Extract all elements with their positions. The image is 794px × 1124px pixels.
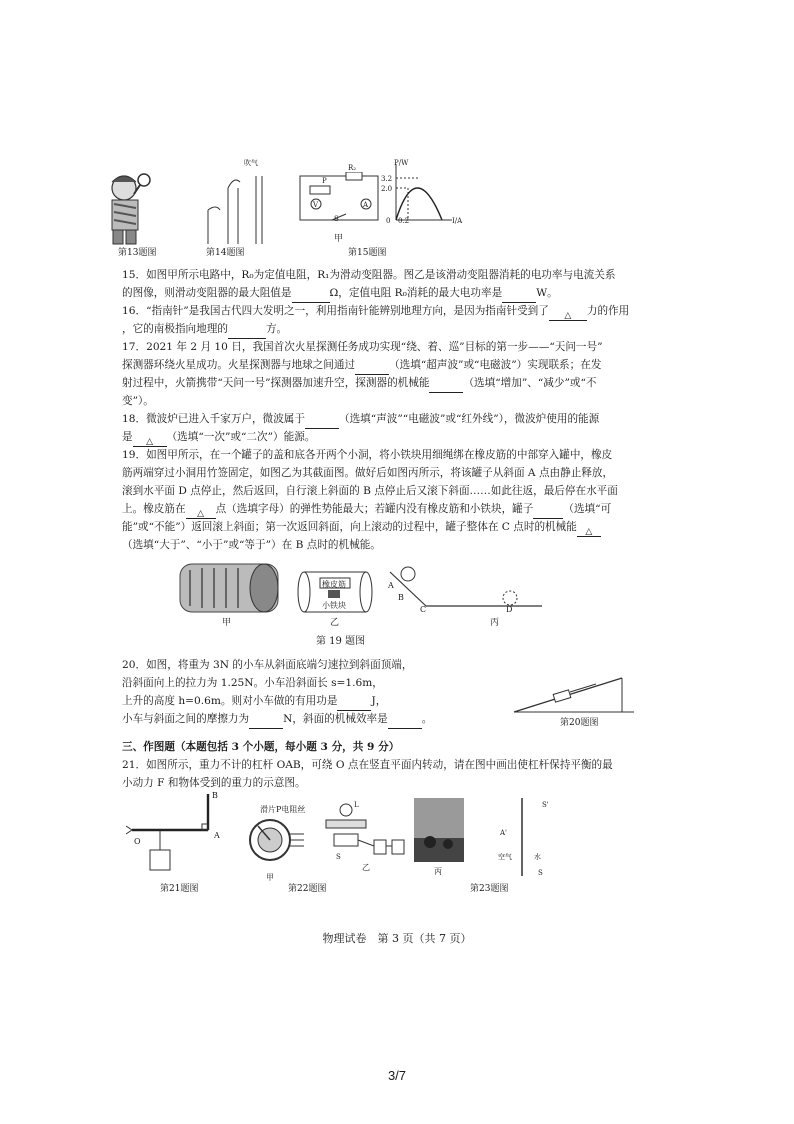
figure-23-refraction	[486, 794, 566, 880]
blank-q19-can[interactable]	[533, 505, 563, 519]
figure-15-graph	[386, 160, 456, 224]
caption-fig19-yi: 乙	[330, 618, 340, 628]
fig19-label-iron: 小铁块	[322, 601, 346, 610]
fig23-label-S: S	[538, 869, 543, 877]
question-21-line1: 21．如图所示，重力不计的杠杆 OAB，可绕 O 点在竖直平面内转动，请在图中画出使杠杆保持平衡的最	[122, 759, 613, 771]
fig21-point-B: B	[212, 791, 218, 800]
fig19-point-B: B	[398, 593, 404, 602]
caption-fig15: 第15题图	[348, 248, 387, 258]
fig22-label-L: L	[354, 801, 359, 809]
caption-fig19-bing: 丙	[490, 618, 500, 628]
blank-q17-wave[interactable]	[355, 361, 389, 375]
blank-q19-point[interactable]: △	[186, 505, 216, 519]
caption-fig19: 第 19 题图	[316, 636, 366, 647]
caption-fig19-jia: 甲	[222, 618, 232, 628]
fig15-tick-20: 2.0	[381, 185, 393, 193]
fig15-P: P	[322, 177, 327, 185]
caption-fig20: 第20题图	[560, 718, 599, 728]
question-20-line1: 20．如图，将重为 3N 的小车从斜面底端匀速拉到斜面顶端，	[122, 659, 413, 671]
fig15-tick-32: 3.2	[381, 175, 393, 183]
fig15-V: V	[313, 201, 319, 209]
question-18-line2: 是 △ （选填“一次”或“二次”）能源。	[122, 431, 316, 447]
figure-20-incline	[510, 668, 638, 716]
caption-fig22-bing: 丙	[434, 867, 442, 876]
fig21-point-A: A	[214, 831, 220, 840]
page-number: 3/7	[387, 1068, 407, 1083]
fig23-label-S-prime: S'	[542, 801, 549, 809]
fig15-axis-ia: I/A	[452, 217, 463, 225]
figure-19-slope	[386, 560, 546, 616]
figure-19-can-photo	[178, 560, 282, 616]
question-16-line2: ，它的南极指向地理的 方。	[122, 320, 287, 339]
fig21-point-O: O	[134, 837, 141, 846]
question-19-line4: 上。橡皮筋在 △ 点（选填字母）的弹性势能最大；若罐内没有橡皮筋和小铁块，罐子 （选填“可	[122, 503, 612, 519]
blank-q18-source[interactable]: △	[133, 433, 167, 447]
fig15-axis-pw: P/W	[394, 159, 409, 167]
figure-22-potentiometer	[244, 812, 316, 868]
caption-fig13: 第13题图	[118, 248, 157, 258]
fig19-point-D: D	[506, 605, 513, 614]
caption-fig23: 第23题图	[470, 884, 509, 894]
question-19-line1: 19．如图甲所示，在一个罐子的盖和底各开两个小洞，将小铁块用细绳绑在橡皮筋的中部穿入罐中，橡皮	[122, 449, 613, 461]
blank-q15-resistance[interactable]	[292, 289, 330, 303]
blank-q19-energy[interactable]: △	[577, 523, 601, 537]
question-17-line4: 变”）。	[122, 395, 154, 407]
fig15-tick-02: 0.2	[398, 217, 410, 225]
fig23-label-air: 空气	[498, 853, 512, 861]
fig14-label-blow: 吹气	[244, 159, 258, 167]
question-21-line2: 小动力 F 和物体受到的重力的示意图。	[122, 777, 306, 789]
question-20-line2: 沿斜面向上的拉力为 1.25N。小车沿斜面长 s=1.6m，	[122, 677, 383, 689]
question-19-line3: 滚到水平面 D 点停止，然后返回，自行滚上斜面的 B 点停止后又滚下斜面……如此往返，最后停在水平面	[122, 485, 618, 497]
blank-q18-wave[interactable]	[305, 415, 339, 429]
blank-q16-direction[interactable]	[228, 325, 266, 339]
fig19-point-A: A	[388, 581, 394, 590]
fig15-A: A	[363, 201, 369, 209]
fig15-R2: R₂	[348, 164, 357, 172]
figure-13-boy-magnifier	[100, 168, 160, 246]
fig19-label-rubber: 橡皮筋	[322, 580, 346, 589]
blank-q20-work[interactable]	[337, 697, 371, 711]
figure-15-circuit	[296, 172, 384, 228]
question-17-line1: 17．2021 年 2 月 10 日，我国首次火星探测任务成功实现“绕、着、巡”目标的第一步——“天问一号”	[122, 341, 603, 353]
question-20-line4: 小车与斜面之间的摩擦力为 N，斜面的机械效率是 。	[122, 710, 432, 729]
fig15-S: S	[334, 215, 339, 223]
blank-q20-friction[interactable]	[249, 715, 283, 729]
question-19-line2: 筋两端穿过小洞用竹签固定，如图乙为其截面图。做好后如图丙所示，将该罐子从斜面 A 点由静止释放，	[122, 467, 614, 479]
section-3-heading: 三、作图题（本题包括 3 个小题，每小题 3 分，共 9 分）	[122, 741, 400, 753]
figure-22-circuit	[318, 800, 410, 866]
question-16-line1: 16．“指南针”是我国古代四大发明之一，利用指南针能辨别地理方向，是因为指南针受到了 △ 力的作用	[122, 305, 630, 321]
fig19-point-C: C	[420, 605, 427, 614]
fig15-tick-0: 0	[386, 217, 391, 225]
caption-fig22-jia: 甲	[266, 873, 274, 882]
caption-fig22-yi: 乙	[362, 863, 370, 872]
blank-q20-efficiency[interactable]	[388, 715, 422, 729]
caption-fig15-jia: 甲	[334, 234, 344, 244]
question-20-line3: 上升的高度 h=0.6m。则对小车做的有用功是 J，	[122, 692, 386, 711]
question-17-line3: 射过程中，火箭携带“天问一号”探测器加速升空，探测器的机械能 （选填“增加”、“减少”或“不	[122, 374, 597, 393]
fig22-label-slider: 滑片P电阻丝	[260, 805, 306, 814]
caption-fig22: 第22题图	[288, 884, 327, 894]
caption-fig21: 第21题图	[160, 884, 199, 894]
figure-22-photo	[414, 798, 464, 862]
question-15-line2: 的图像，则滑动变阻器的最大阻值是 Ω，定值电阻 R₀消耗的最大电功率是 W。	[122, 284, 558, 303]
fig23-label-water: 水	[534, 853, 541, 861]
fig22-label-S: S	[336, 853, 341, 861]
fig23-label-A-prime: A'	[500, 829, 507, 837]
question-19-line6: （选填“大于”、“小于”或“等于”）在 B 点时的机械能。	[122, 539, 381, 551]
question-18-line1: 18．微波炉已进入千家万户，微波属于 （选填“声波”“电磁波”或“红外线”），微波炉使用的能源	[122, 410, 599, 429]
question-17-line2: 探测器环绕火星成功。火星探测器与地球之间通过 （选填“超声波”或“电磁波”）实现联系；在发	[122, 356, 601, 375]
blank-q15-power[interactable]	[502, 289, 536, 303]
caption-fig14: 第14题图	[206, 248, 245, 258]
figure-14-paper-strips	[196, 158, 276, 244]
blank-q17-energy[interactable]	[429, 379, 463, 393]
question-19-line5: 能”或“不能”）返回滚上斜面；第一次返回斜面，向上滚动的过程中，罐子整体在 C 点时的机械能 △	[122, 518, 601, 537]
exam-footer: 物理试卷 第 3 页（共 7 页）	[322, 932, 472, 945]
blank-q16-force[interactable]: △	[549, 307, 587, 321]
question-15-line1: 15．如图甲所示电路中，R₀为定值电阻，R₁为滑动变阻器。图乙是该滑动变阻器消耗的电功率与电流关系	[122, 269, 616, 281]
